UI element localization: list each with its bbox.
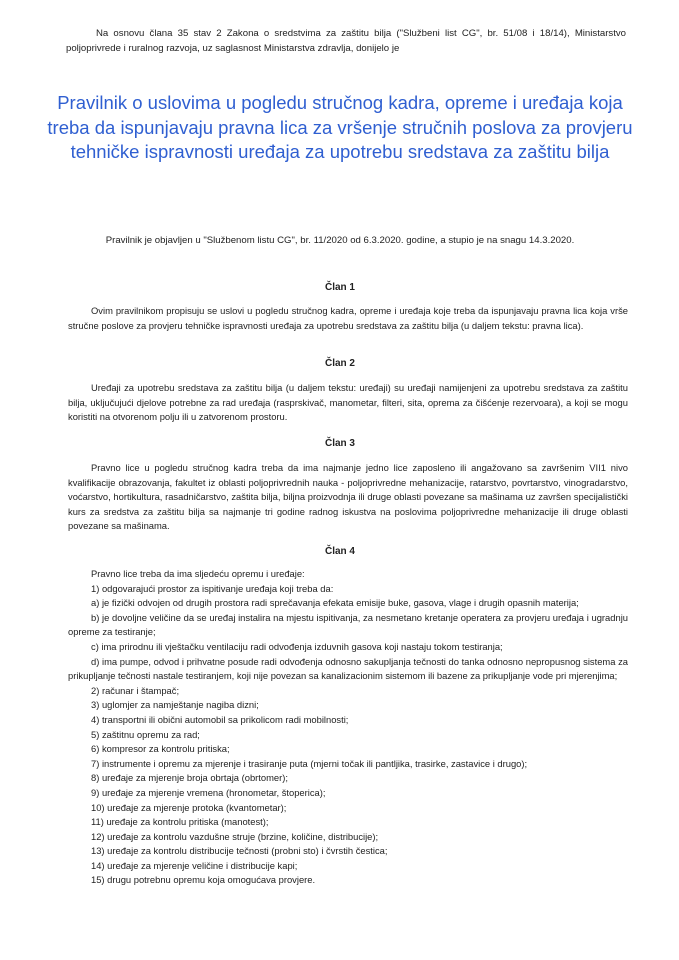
clan-4-heading: Član 4 xyxy=(324,546,355,557)
list-item: 9) uređaje za mjerenje vremena (hronometar, štoperica); xyxy=(91,786,326,798)
list-item: c) ima prirodnu ili vještačku ventilaciju radi odvođenja izduvnih gasova koji nastaju tokom testiranja; xyxy=(91,640,503,652)
list-item: 12) uređaje za kontrolu vazdušne struje (brzine, količine, distribucije); xyxy=(91,830,379,842)
list-item: 8) uređaje za mjerenje broja obrtaja (obrtomer); xyxy=(91,772,288,784)
clan-1-heading: Član 1 xyxy=(324,282,355,293)
list-item: 15) drugu potrebnu opremu koja omogućava provjere. xyxy=(91,874,316,886)
clan-3-heading: Član 3 xyxy=(324,438,355,449)
list-item: 6) kompresor za kontrolu pritiska; xyxy=(91,743,230,755)
document-title: Pravilnik o uslovima u pogledu stručnog kadra, opreme i uređaja koja treba da ispunjavaju pravna lica za vršenje stručnih poslova za provjeru tehničke ispravnosti uređaja za upotrebu sredstava za zaštitu bilja xyxy=(47,92,633,162)
list-item: 1) odgovarajući prostor za ispitivanje uređaja koji treba da: xyxy=(91,582,334,594)
list-item: 5) zaštitnu opremu za rad; xyxy=(91,728,200,740)
list-item: 2) računar i štampač; xyxy=(91,684,180,696)
list-item: 3) uglomjer za namještanje nagiba dizni; xyxy=(91,699,259,711)
list-item: d) ima pumpe, odvod i prihvatne posude radi odvođenja odnosno sakupljanja tečnosti do tanka odnosno nepropusnog sistema za prikupljanje tečnosti nastale testiranjem, koji nije povezan sa kanalizacionim sistemom ili bazene za prikupljanje vode pri mjerenjima; xyxy=(68,655,628,682)
list-item: 11) uređaje za kontrolu pritiska (manotest); xyxy=(91,816,269,828)
list-item: Pravno lice treba da ima sljedeću opremu i uređaje: xyxy=(91,568,305,579)
list-item: a) je fizički odvojen od drugih prostora radi sprečavanja efekata emisije buke, gasova, vlage i drugih opasnih materija; xyxy=(91,597,579,609)
list-item: 13) uređaje za kontrolu distribucije tečnosti (probni sto) i čvrstih čestica; xyxy=(91,845,388,857)
list-item: 10) uređaje za mjerenje protoka (kvantometar); xyxy=(91,801,287,813)
clan-3-text: Pravno lice u pogledu stručnog kadra treba da ima najmanje jedno lice zaposleno ili angažovano sa završenim VII1 nivo kvalifikacije obrazovanja, fakultet iz oblasti poljoprivrednih nauka - poljoprivredne mehanizacije, ratarstvo, povrtarstvo, vinogradarstvo, voćarstvo, hortikultura, rasadničarstvo, zaštita bilja, biljna proizvodnja ili druge oblasti povezane sa mašinama uz završen specijalistički kurs za sredstva za zaštitu bilja sa najmanje tri godine radnog iskustva na poslovima poljoprivredne mehanizacije ili druge oblasti povezane sa mašinama. xyxy=(68,462,628,531)
list-item: 7) instrumente i opremu za mjerenje i trasiranje puta (mjerni točak ili pantljika, trasirke, zastavice i drugo); xyxy=(91,757,528,769)
clan-2-heading: Član 2 xyxy=(324,358,355,369)
list-item: 14) uređaje za mjerenje veličine i distribucije kapi; xyxy=(91,859,298,871)
list-item: 4) transportni ili obični automobil sa prikolicom radi mobilnosti; xyxy=(91,713,349,725)
list-item: b) je dovoljne veličine da se uređaj instalira na mjestu ispitivanja, za nesmetano kretanje operatera za provjeru uređaja i ugradnju opreme za testiranje; xyxy=(68,611,628,638)
clan-2-text: Uređaji za upotrebu sredstava za zaštitu bilja (u daljem tekstu: uređaji) su uređaji namijenjeni za upotrebu sredstava za zaštitu bilja, uključujući djelove potrebne za rad uređaja (rasprskivač, manometar, filteri, sita, oprema za čišćenje rezervoara), a koji se mogu koristiti na otvorenom polju ili u zatvorenom prostoru. xyxy=(68,382,628,422)
publication-note: Pravilnik je objavljen u "Službenom listu CG", br. 11/2020 od 6.3.2020. godine, a stupio je na snagu 14.3.2020. xyxy=(105,235,575,246)
clan-1-text: Ovim pravilnikom propisuju se uslovi u pogledu stručnog kadra, opreme i uređaja koje treba da ispunjavaju pravna lica koja vrše stručne poslove za provjeru tehničke ispravnosti uređaja za upotrebu sredstava za zaštitu bilja (u daljem tekstu: pravna lica). xyxy=(68,305,628,331)
clan-4-list xyxy=(68,567,628,888)
intro-paragraph: Na osnovu člana 35 stav 2 Zakona o sredstvima za zaštitu bilja ("Službeni list CG", br. 51/08 i 18/14), Ministarstvo poljoprivrede i ruralnog razvoja, uz saglasnost Ministarstva zdravlja, donijelo je xyxy=(66,28,626,54)
